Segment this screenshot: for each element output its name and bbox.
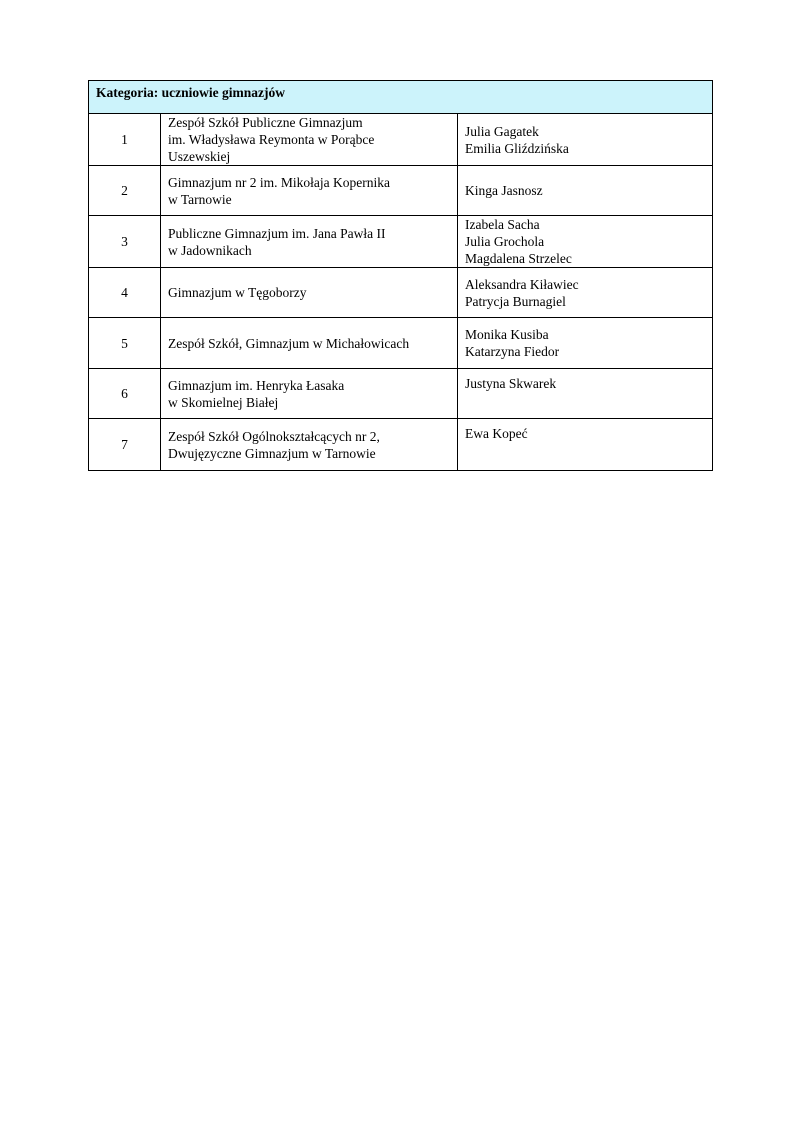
student-names: [458, 419, 713, 471]
table-row: [89, 318, 713, 369]
school-line: Zespół Szkół Ogólnokształcących nr 2,: [168, 428, 380, 444]
results-table: [88, 80, 713, 471]
school-name: [161, 419, 458, 471]
school-line: im. Władysława Reymonta w Porąbce: [168, 132, 375, 147]
student-name: Ewa Kopeć: [465, 426, 528, 441]
school-line: Publiczne Gimnazjum im. Jana Pawła II: [168, 225, 386, 241]
student-name: Kinga Jasnosz: [465, 183, 543, 198]
school-line: Zespół Szkół Publiczne Gimnazjum: [168, 115, 363, 130]
student-names: [458, 268, 713, 318]
school-line: Gimnazjum w Tęgoborzy: [168, 285, 307, 300]
table-row: [89, 166, 713, 216]
school-name: [161, 216, 458, 268]
row-number: 4: [89, 268, 161, 318]
school-name: [161, 114, 458, 166]
school-line: Dwujęzyczne Gimnazjum w Tarnowie: [168, 445, 376, 461]
student-name: Julia Gagatek: [465, 123, 539, 139]
row-number: 5: [89, 318, 161, 369]
row-number: 1: [89, 114, 161, 166]
student-names: [458, 369, 713, 419]
student-name: Justyna Skwarek: [465, 376, 557, 391]
table-row: [89, 369, 713, 419]
school-name: [161, 166, 458, 216]
school-line: Uszewskiej: [168, 149, 231, 164]
student-name: Katarzyna Fiedor: [465, 344, 560, 359]
student-name: Emilia Gliździńska: [465, 140, 569, 156]
student-names: [458, 166, 713, 216]
student-name: Izabela Sacha: [465, 217, 540, 232]
student-name: Monika Kusiba: [465, 327, 549, 342]
school-line: Gimnazjum im. Henryka Łasaka: [168, 377, 345, 393]
student-names: [458, 216, 713, 268]
row-number: 2: [89, 166, 161, 216]
row-number: 6: [89, 369, 161, 419]
table-row: [89, 268, 713, 318]
category-header: Kategoria: uczniowie gimnazjów: [89, 81, 713, 114]
school-name: [161, 318, 458, 369]
table-row: [89, 216, 713, 268]
school-line: w Tarnowie: [168, 191, 232, 207]
student-names: [458, 114, 713, 166]
school-line: Gimnazjum nr 2 im. Mikołaja Kopernika: [168, 174, 390, 190]
student-name: Magdalena Strzelec: [465, 251, 572, 266]
school-name: [161, 268, 458, 318]
student-names: [458, 318, 713, 369]
school-name: [161, 369, 458, 419]
school-line: w Jadownikach: [168, 242, 252, 258]
student-name: Aleksandra Kiławiec: [465, 276, 579, 292]
category-header-row: [89, 81, 713, 114]
table-row: [89, 114, 713, 166]
row-number: 7: [89, 419, 161, 471]
school-line: w Skomielnej Białej: [168, 394, 279, 410]
student-name: Patrycja Burnagiel: [465, 293, 566, 309]
student-name: Julia Grochola: [465, 234, 545, 249]
table-row: [89, 419, 713, 471]
row-number: 3: [89, 216, 161, 268]
school-line: Zespół Szkół, Gimnazjum w Michałowicach: [168, 335, 410, 351]
